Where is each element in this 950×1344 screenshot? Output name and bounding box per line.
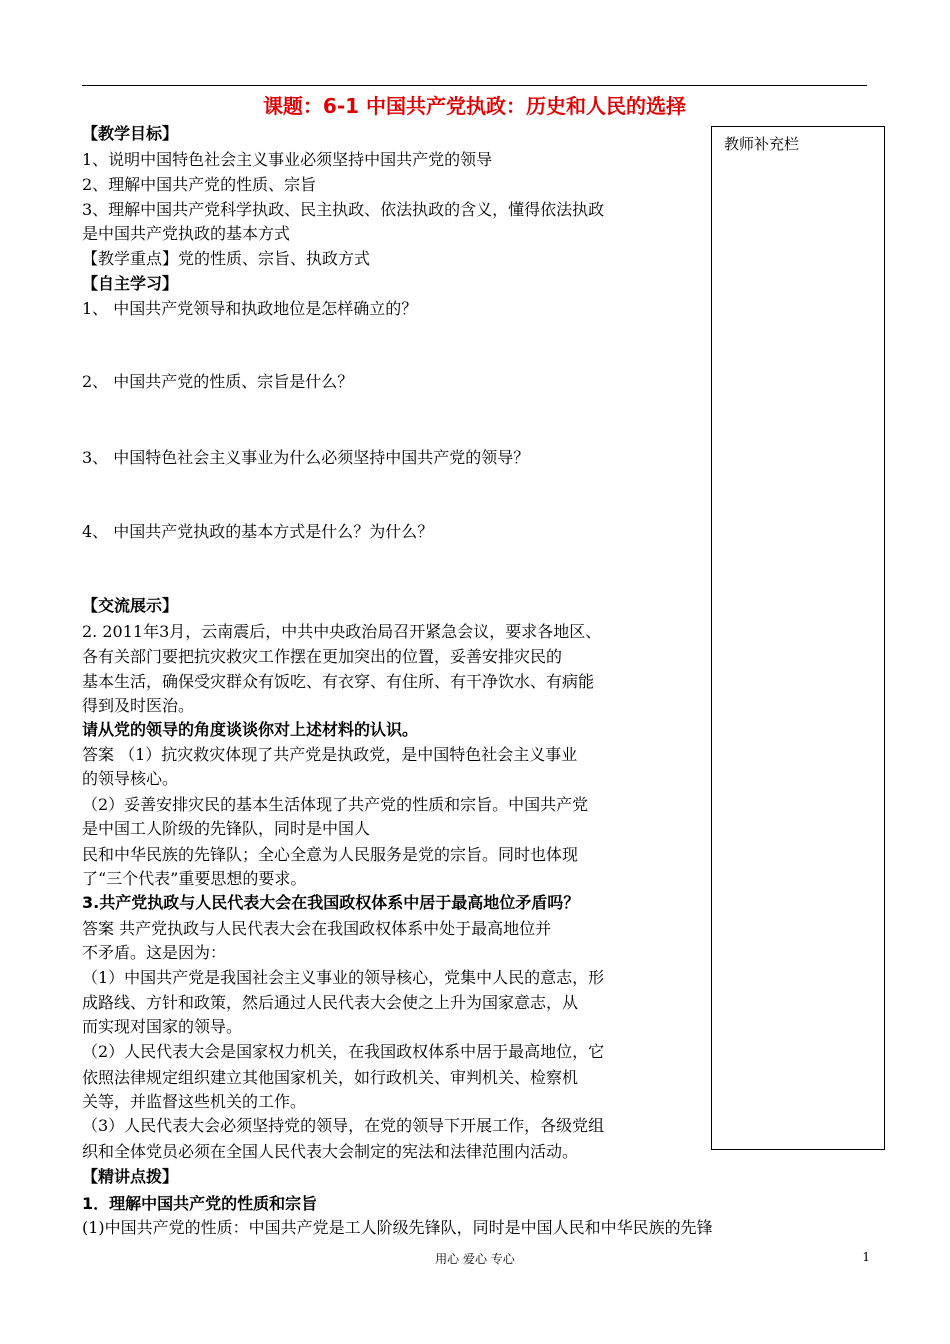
text-line: 【教学重点】党的性质、宗旨、执政方式 <box>82 249 371 268</box>
text-line: 关等，并监督这些机关的工作。 <box>82 1092 307 1111</box>
text-line: 成路线、方针和政策，然后通过人民代表大会使之上升为国家意志，从 <box>82 993 579 1012</box>
text-line: 基本生活，确保受灾群众有饭吃、有衣穿、有住所、有干净饮水、有病能 <box>82 672 595 691</box>
text-line: 3、理解中国共产党科学执政、民主执政、依法执政的含义，懂得依法执政 <box>82 200 605 219</box>
text-line: (1)中国共产党的性质：中国共产党是工人阶级先锋队，同时是中国人民和中华民族的先锋 <box>82 1218 713 1237</box>
text-line: 【教学目标】 <box>82 124 179 143</box>
text-line: 1．理解中国共产党的性质和宗旨 <box>82 1194 318 1213</box>
teacher-notes-box <box>711 126 885 1150</box>
text-line: 织和全体党员必须在全国人民代表大会制定的宪法和法律范围内活动。 <box>82 1142 579 1161</box>
text-line: 依照法律规定组织建立其他国家机关，如行政机关、审判机关、检察机 <box>82 1068 579 1087</box>
lesson-title: 课题：6-1 中国共产党执政：历史和人民的选择 <box>262 94 687 118</box>
teacher-notes-label: 教师补充栏 <box>724 135 800 153</box>
header-rule <box>82 85 867 86</box>
text-line: 得到及时医治。 <box>82 696 195 715</box>
text-line: （2）人民代表大会是国家权力机关，在我国政权体系中居于最高地位，它 <box>82 1042 605 1061</box>
text-line: 了“三个代表”重要思想的要求。 <box>82 869 307 888</box>
text-line: 【自主学习】 <box>82 274 179 293</box>
text-line: 【交流展示】 <box>82 596 179 615</box>
text-line: 4、 中国共产党执政的基本方式是什么？为什么？ <box>82 522 434 541</box>
text-line: 各有关部门要把抗灾救灾工作摆在更加突出的位置，妥善安排灾民的 <box>82 647 563 666</box>
text-line: 答案 共产党执政与人民代表大会在我国政权体系中处于最高地位并 <box>82 919 552 938</box>
text-line: 不矛盾。这是因为： <box>82 943 227 962</box>
text-line: 2、 中国共产党的性质、宗旨是什么？ <box>82 372 354 391</box>
text-line: 请从党的领导的角度谈谈你对上述材料的认识。 <box>82 720 419 739</box>
text-line: 是中国共产党执政的基本方式 <box>82 224 291 243</box>
text-line: 3.共产党执政与人民代表大会在我国政权体系中居于最高地位矛盾吗？ <box>82 893 580 912</box>
text-line: 的领导核心。 <box>82 769 179 788</box>
text-line: 3、 中国特色社会主义事业为什么必须坚持中国共产党的领导？ <box>82 448 530 467</box>
page-footer: 用心 爱心 专心 <box>435 1252 515 1266</box>
text-line: 【精讲点拨】 <box>82 1167 179 1186</box>
text-line: 是中国工人阶级的先锋队，同时是中国人 <box>82 819 371 838</box>
text-line: 2. 2011年3月，云南震后，中共中央政治局召开紧急会议，要求各地区、 <box>82 622 602 641</box>
text-line: 民和中华民族的先锋队；全心全意为人民服务是党的宗旨。同时也体现 <box>82 845 579 864</box>
page-number: 1 <box>862 1250 870 1264</box>
text-line: （1）中国共产党是我国社会主义事业的领导核心，党集中人民的意志，形 <box>82 968 605 987</box>
text-line: 而实现对国家的领导。 <box>82 1017 243 1036</box>
text-line: 答案 （1）抗灾救灾体现了共产党是执政党，是中国特色社会主义事业 <box>82 745 578 764</box>
text-line: 1、 中国共产党领导和执政地位是怎样确立的？ <box>82 299 418 318</box>
text-line: 2、理解中国共产党的性质、宗旨 <box>82 175 317 194</box>
text-line: （2）妥善安排灾民的基本生活体现了共产党的性质和宗旨。中国共产党 <box>82 795 589 814</box>
text-line: 1、说明中国特色社会主义事业必须坚持中国共产党的领导 <box>82 150 493 169</box>
text-line: （3）人民代表大会必须坚持党的领导，在党的领导下开展工作，各级党组 <box>82 1116 605 1135</box>
